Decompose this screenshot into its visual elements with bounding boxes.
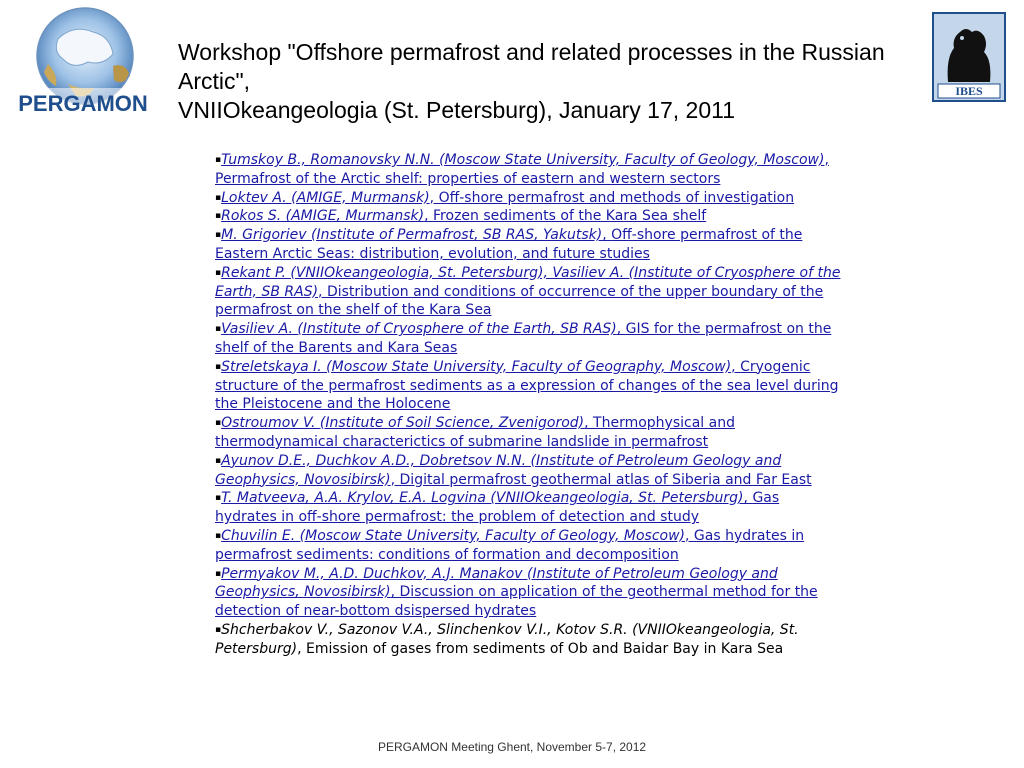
bullet-icon: ▪ bbox=[215, 624, 222, 635]
reference-authors: Chuvilin E. (Moscow State University, Faculty of Geology, Moscow) bbox=[221, 527, 686, 544]
reference-title: Off-shore permafrost of the Eastern Arctic Seas: distribution, evolution, and future studies bbox=[215, 227, 803, 262]
reference-title: Gas hydrates in off-shore permafrost: the problem of detection and study bbox=[215, 490, 780, 526]
reference-list bbox=[215, 151, 843, 659]
reference-item[interactable]: ▪Tumskoy B., Romanovsky N.N. (Moscow State University, Faculty of Geology, Moscow), Permafrost of the Arctic shelf: properties of eastern and western sectors bbox=[215, 152, 829, 187]
reference-item: ▪Shcherbakov V., Sazonov V.A., Slinchenkov V.I., Kotov S.R. (VNIIOkeangeologia, St. Petersburg), Emission of gases from sediments of Ob and Baidar Bay in Kara Sea bbox=[215, 621, 799, 657]
bullet-icon: ▪ bbox=[215, 361, 222, 372]
reference-authors: Rokos S. (AMIGE, Murmansk) bbox=[221, 208, 425, 225]
reference-item[interactable]: ▪Streletskaya I. (Moscow State University, Faculty of Geography, Moscow), Cryogenic structure of the permafrost sediments as a expression of changes of the sea level during the Pleistocene and the Holocene bbox=[215, 358, 839, 413]
reference-item[interactable]: ▪Permyakov M., A.D. Duchkov, A.J. Manakov (Institute of Petroleum Geology and Geophysics, Novosibirsk), Discussion on application of the geothermal method for the detection of near-bottom dsispersed hydrates bbox=[215, 565, 818, 620]
reference-authors: Tumskoy B., Romanovsky N.N. (Moscow State University, Faculty of Geology, Moscow) bbox=[221, 152, 825, 168]
ibes-logo-text: IBES bbox=[955, 84, 983, 98]
reference-authors: Ayunov D.E., Duchkov A.D., Dobretsov N.N. (Institute of Petroleum Geology and Geophysics, Novosibirsk) bbox=[215, 452, 782, 488]
reference-item[interactable]: ▪M. Grigoriev (Institute of Permafrost, SB RAS, Yakutsk), Off-shore permafrost of the Eastern Arctic Seas: distribution, evolution, and future studies bbox=[215, 227, 803, 262]
reference-title: GIS for the permafrost on the shelf of the Barents and Kara Seas bbox=[215, 321, 832, 356]
bullet-icon: ▪ bbox=[215, 267, 222, 278]
reference-title: Emission of gases from sediments of Ob and Baidar Bay in Kara Sea bbox=[305, 640, 784, 657]
reference-authors: Loktev A. (AMIGE, Murmansk) bbox=[221, 189, 430, 206]
reference-item[interactable]: ▪Ostroumov V. (Institute of Soil Science, Zvenigorod), Thermophysical and thermodynamical characterictics of submarine landslide in permafrost bbox=[215, 415, 735, 450]
reference-item[interactable]: ▪Vasiliev A. (Institute of Cryosphere of the Earth, SB RAS), GIS for the permafrost on the shelf of the Barents and Kara Seas bbox=[215, 321, 832, 356]
reference-authors: Ostroumov V. (Institute of Soil Science, Zvenigorod) bbox=[221, 415, 585, 432]
reference-title: Frozen sediments of the Kara Sea shelf bbox=[433, 208, 707, 225]
pergamon-logo-text: PERGAMON bbox=[18, 91, 148, 116]
reference-authors: T. Matveeva, A.A. Krylov, E.A. Logvina (VNIIOkeangeologia, St. Petersburg) bbox=[221, 490, 744, 507]
reference-authors: Streletskaya I. (Moscow State University, Faculty of Geography, Moscow) bbox=[221, 358, 732, 375]
reference-item[interactable]: ▪Ayunov D.E., Duchkov A.D., Dobretsov N.N. (Institute of Petroleum Geology and Geophysics, Novosibirsk), Digital permafrost geothermal atlas of Siberia and Far East bbox=[215, 452, 812, 488]
reference-title: Thermophysical and thermodynamical characterictics of submarine landslide in permafrost bbox=[215, 415, 735, 450]
pergamon-logo bbox=[18, 4, 148, 122]
bullet-icon: ▪ bbox=[215, 211, 222, 222]
bullet-icon: ▪ bbox=[215, 192, 222, 203]
reference-authors: Permyakov M., A.D. Duchkov, A.J. Manakov (Institute of Petroleum Geology and Geophysics, Novosibirsk) bbox=[215, 565, 778, 601]
footer-text: PERGAMON Meeting Ghent, November 5-7, 2012 bbox=[377, 740, 647, 754]
reference-title: Cryogenic structure of the permafrost sediments as a expression of changes of the sea level during the Pleistocene and the Holocene bbox=[215, 358, 839, 413]
reference-authors: Vasiliev A. (Institute of Cryosphere of the Earth, SB RAS) bbox=[221, 321, 617, 338]
page-title: Workshop "Offshore permafrost and related processes in the Russian Arctic", VNIIOkeangeologia (St. Petersburg), January 17, 2011 bbox=[178, 39, 885, 123]
reference-item[interactable]: ▪T. Matveeva, A.A. Krylov, E.A. Logvina (VNIIOkeangeologia, St. Petersburg), Gas hydrates in off-shore permafrost: the problem of detection and study bbox=[215, 490, 780, 526]
reference-item[interactable]: ▪Loktev A. (AMIGE, Murmansk), Off-shore permafrost and methods of investigation bbox=[215, 189, 795, 206]
bullet-icon: ▪ bbox=[215, 455, 222, 466]
reference-title: Off-shore permafrost and methods of investigation bbox=[438, 189, 795, 206]
reference-title: Distribution and conditions of occurrence of the upper boundary of the permafrost on the shelf of the Kara Sea bbox=[215, 283, 824, 319]
reference-authors: M. Grigoriev (Institute of Permafrost, SB RAS, Yakutsk) bbox=[221, 227, 603, 244]
reference-title: Permafrost of the Arctic shelf: properties of eastern and western sectors bbox=[215, 170, 721, 187]
bullet-icon: ▪ bbox=[215, 530, 222, 541]
reference-title: Digital permafrost geothermal atlas of Siberia and Far East bbox=[399, 471, 812, 488]
ibes-logo bbox=[932, 12, 1006, 102]
reference-item[interactable]: ▪Rokos S. (AMIGE, Murmansk), Frozen sediments of the Kara Sea shelf bbox=[215, 208, 707, 225]
bullet-icon: ▪ bbox=[215, 493, 222, 504]
bullet-icon: ▪ bbox=[215, 155, 222, 165]
bullet-icon: ▪ bbox=[215, 230, 222, 241]
reference-authors: Rekant P. (VNIIOkeangeologia, St. Petersburg), Vasiliev A. (Institute of Cryosphere of the Earth, SB RAS) bbox=[215, 264, 841, 300]
reference-authors: Shcherbakov V., Sazonov V.A., Slinchenkov V.I., Kotov S.R. (VNIIOkeangeologia, St. Petersburg) bbox=[215, 621, 799, 657]
bullet-icon: ▪ bbox=[215, 324, 222, 335]
bullet-icon: ▪ bbox=[215, 568, 222, 579]
bullet-icon: ▪ bbox=[215, 418, 222, 429]
reference-item[interactable]: ▪Rekant P. (VNIIOkeangeologia, St. Petersburg), Vasiliev A. (Institute of Cryosphere of the Earth, SB RAS), Distribution and conditions of occurrence of the upper boundary of the permafrost on the shelf of the Kara Sea bbox=[215, 264, 841, 319]
reference-item[interactable]: ▪Chuvilin E. (Moscow State University, Faculty of Geology, Moscow), Gas hydrates in permafrost sediments: conditions of formation and decomposition bbox=[215, 527, 805, 563]
reference-title: Gas hydrates in permafrost sediments: conditions of formation and decomposition bbox=[215, 527, 805, 563]
reference-title: Discussion on application of the geothermal method for the detection of near-bottom dsispersed hydrates bbox=[215, 584, 818, 620]
